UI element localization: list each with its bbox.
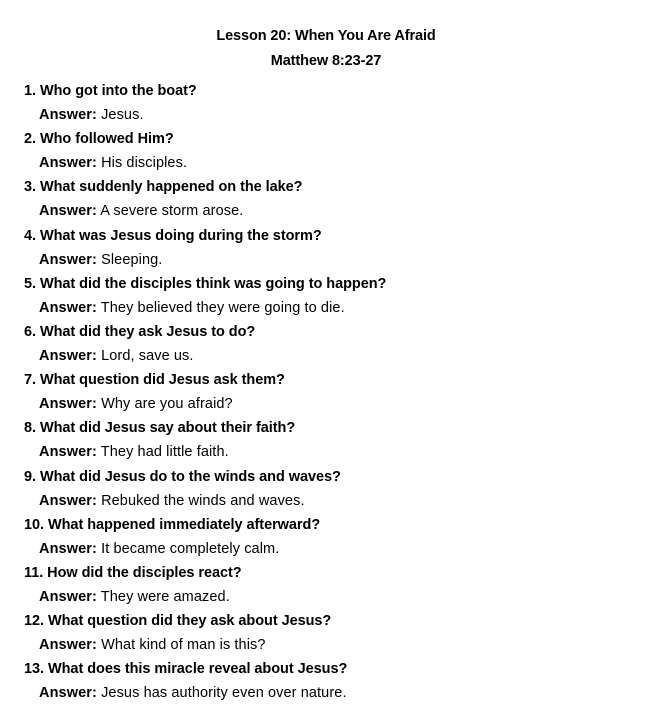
question-text: 12. What question did they ask about Jesus?: [24, 613, 332, 630]
lesson-header: [0, 24, 652, 74]
answer-line: [24, 392, 634, 416]
qa-item-6: [24, 320, 634, 368]
question-answer-list: [24, 79, 634, 706]
qa-item-9: [24, 465, 634, 513]
answer-line: [24, 489, 634, 513]
answer-text: His disciples.: [101, 155, 188, 172]
qa-item-1: [24, 79, 634, 127]
question-text: 9. What did Jesus do to the winds and waves?: [24, 468, 341, 485]
answer-label: Answer:: [39, 155, 97, 172]
answer-label: Answer:: [39, 637, 97, 654]
answer-line: [24, 151, 634, 175]
answer-label: Answer:: [39, 299, 97, 316]
question-text: 13. What does this miracle reveal about Jesus?: [24, 661, 348, 678]
answer-label: Answer:: [39, 685, 97, 702]
answer-text: Jesus.: [101, 107, 144, 123]
qa-item-7: [24, 368, 634, 416]
answer-text: They were amazed.: [100, 589, 230, 606]
answer-label: Answer:: [39, 107, 97, 123]
question-text: 10. What happened immediately afterward?: [24, 516, 321, 533]
answer-text: Rebuked the winds and waves.: [101, 492, 305, 509]
answer-text: A severe storm arose.: [100, 203, 244, 220]
qa-item-8: [24, 416, 634, 464]
answer-text: It became completely calm.: [101, 540, 280, 557]
answer-line: [24, 585, 634, 609]
question-text: 7. What question did Jesus ask them?: [24, 372, 285, 389]
answer-text: Lord, save us.: [101, 348, 194, 365]
scripture-reference: Matthew 8:23-27: [270, 53, 382, 69]
lesson-title: Lesson 20: When You Are Afraid: [216, 28, 436, 44]
answer-label: Answer:: [39, 444, 97, 461]
answer-line: [24, 248, 634, 272]
qa-item-4: [24, 224, 634, 272]
answer-line: [24, 440, 634, 464]
answer-line: [24, 296, 634, 320]
answer-label: Answer:: [39, 492, 97, 509]
answer-text: Sleeping.: [101, 251, 163, 268]
question-text: 5. What did the disciples think was going to happen?: [24, 275, 387, 292]
qa-item-12: [24, 609, 634, 657]
answer-line: [24, 344, 634, 368]
qa-item-3: [24, 175, 634, 223]
qa-item-5: [24, 272, 634, 320]
answer-label: Answer:: [39, 396, 97, 413]
answer-label: Answer:: [39, 348, 97, 365]
question-text: 2. Who followed Him?: [24, 131, 174, 148]
qa-item-2: [24, 127, 634, 175]
answer-text: They had little faith.: [100, 444, 229, 461]
answer-label: Answer:: [39, 203, 97, 220]
answer-text: Jesus has authority even over nature.: [101, 685, 347, 702]
answer-line: [24, 103, 634, 127]
answer-label: Answer:: [39, 251, 97, 268]
answer-text: What kind of man is this?: [101, 637, 266, 654]
question-text: 8. What did Jesus say about their faith?: [24, 420, 296, 437]
answer-line: [24, 681, 634, 705]
answer-text: They believed they were going to die.: [100, 299, 345, 316]
answer-line: [24, 633, 634, 657]
answer-label: Answer:: [39, 540, 97, 557]
answer-line: [24, 537, 634, 561]
question-text: 3. What suddenly happened on the lake?: [24, 179, 303, 196]
answer-label: Answer:: [39, 589, 97, 606]
answer-text: Why are you afraid?: [101, 396, 233, 413]
qa-item-10: [24, 513, 634, 561]
question-text: 1. Who got into the boat?: [24, 83, 197, 99]
qa-item-13: [24, 657, 634, 705]
question-text: 6. What did they ask Jesus to do?: [24, 324, 256, 341]
question-text: 11. How did the disciples react?: [24, 565, 242, 582]
question-text: 4. What was Jesus doing during the storm?: [24, 227, 322, 244]
answer-line: [24, 199, 634, 223]
qa-item-11: [24, 561, 634, 609]
